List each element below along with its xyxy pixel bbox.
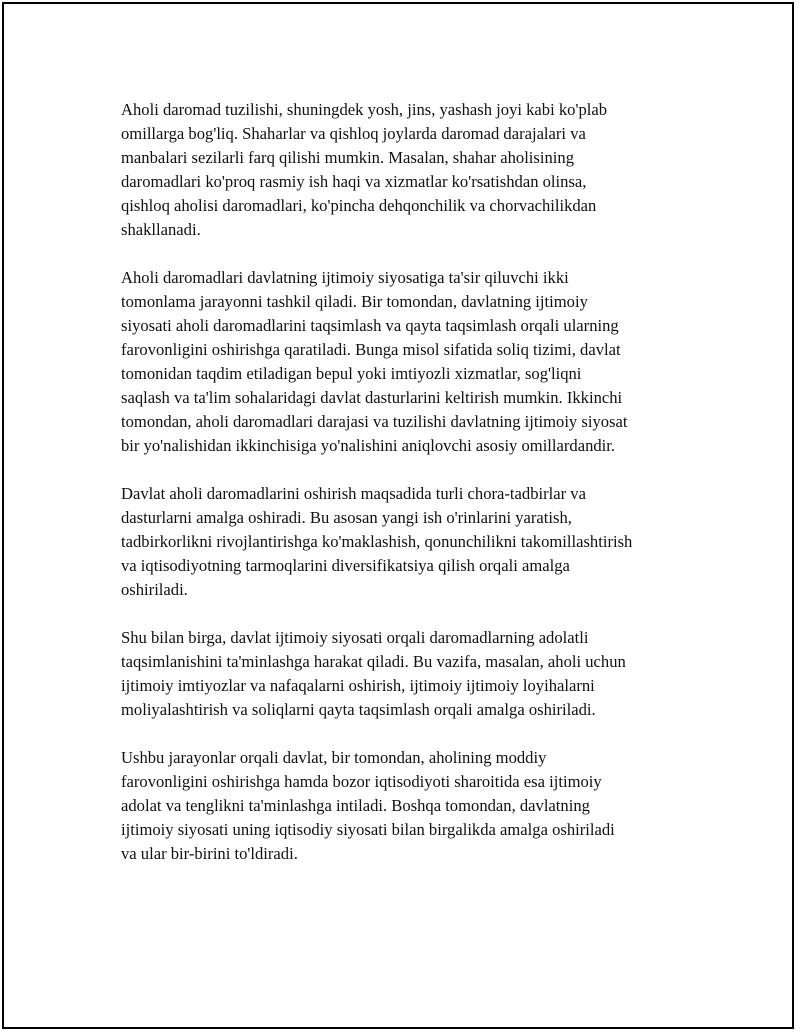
paragraph-line: Shu bilan birga, davlat ijtimoiy siyosati orqali daromadlarning adolatli <box>121 628 589 647</box>
paragraph-line: tomondan, aholi daromadlari darajasi va tuzilishi davlatning ijtimoiy siyosat <box>121 412 628 431</box>
paragraph-line: moliyalashtirish va soliqlarni qayta taqsimlash orqali amalga oshiriladi. <box>121 700 596 719</box>
document-body <box>121 98 691 890</box>
paragraph-line: tomonidan taqdim etiladigan bepul yoki imtiyozli xizmatlar, sog'liqni <box>121 364 582 383</box>
paragraph-line: Aholi daromadlari davlatning ijtimoiy siyosatiga ta'sir qiluvchi ikki <box>121 268 569 287</box>
paragraph-line: taqsimlanishini ta'minlashga harakat qiladi. Bu vazifa, masalan, aholi uchun <box>121 652 626 671</box>
paragraph-line: shakllanadi. <box>121 220 201 239</box>
paragraph-line: siyosati aholi daromadlarini taqsimlash va qayta taqsimlash orqali ularning <box>121 316 619 335</box>
paragraph-2 <box>121 266 691 458</box>
paragraph-line: saqlash va ta'lim sohalaridagi davlat dasturlarini keltirish mumkin. Ikkinchi <box>121 388 623 407</box>
paragraph-line: farovonligini oshirishga qaratiladi. Bunga misol sifatida soliq tizimi, davlat <box>121 340 621 359</box>
paragraph-line: qishloq aholisi daromadlari, ko'pincha dehqonchilik va chorvachilikdan <box>121 196 597 215</box>
paragraph-line: bir yo'nalishidan ikkinchisiga yo'nalishini aniqlovchi asosiy omillardandir. <box>121 436 616 455</box>
paragraph-line: Ushbu jarayonlar orqali davlat, bir tomondan, aholining moddiy <box>121 748 547 767</box>
paragraph-line: tadbirkorlikni rivojlantirishga ko'maklashish, qonunchilikni takomillashtirish <box>121 532 633 551</box>
paragraph-line: va ular bir-birini to'ldiradi. <box>121 844 298 863</box>
paragraph-4 <box>121 626 691 722</box>
paragraph-3 <box>121 482 691 602</box>
page-border <box>2 2 794 1029</box>
paragraph-line: va iqtisodiyotning tarmoqlarini diversifikatsiya qilish orqali amalga <box>121 556 570 575</box>
paragraph-line: Aholi daromad tuzilishi, shuningdek yosh, jins, yashash joyi kabi ko'plab <box>121 100 608 119</box>
paragraph-line: dasturlarni amalga oshiradi. Bu asosan yangi ish o'rinlarini yaratish, <box>121 508 572 527</box>
paragraph-line: oshiriladi. <box>121 580 188 599</box>
paragraph-line: ijtimoiy siyosati uning iqtisodiy siyosati bilan birgalikda amalga oshiriladi <box>121 820 615 839</box>
paragraph-line: farovonligini oshirishga hamda bozor iqtisodiyoti sharoitida esa ijtimoiy <box>121 772 602 791</box>
paragraph-line: omillarga bog'liq. Shaharlar va qishloq joylarda daromad darajalari va <box>121 124 586 143</box>
paragraph-line: ijtimoiy imtiyozlar va nafaqalarni oshirish, ijtimoiy ijtimoiy loyihalarni <box>121 676 595 695</box>
paragraph-line: manbalari sezilarli farq qilishi mumkin. Masalan, shahar aholisining <box>121 148 574 167</box>
paragraph-line: adolat va tenglikni ta'minlashga intiladi. Boshqa tomondan, davlatning <box>121 796 590 815</box>
paragraph-line: tomonlama jarayonni tashkil qiladi. Bir tomondan, davlatning ijtimoiy <box>121 292 588 311</box>
paragraph-line: Davlat aholi daromadlarini oshirish maqsadida turli chora-tadbirlar va <box>121 484 586 503</box>
paragraph-5 <box>121 746 691 866</box>
paragraph-line: daromadlari ko'proq rasmiy ish haqi va xizmatlar ko'rsatishdan olinsa, <box>121 172 587 191</box>
paragraph-1 <box>121 98 691 242</box>
